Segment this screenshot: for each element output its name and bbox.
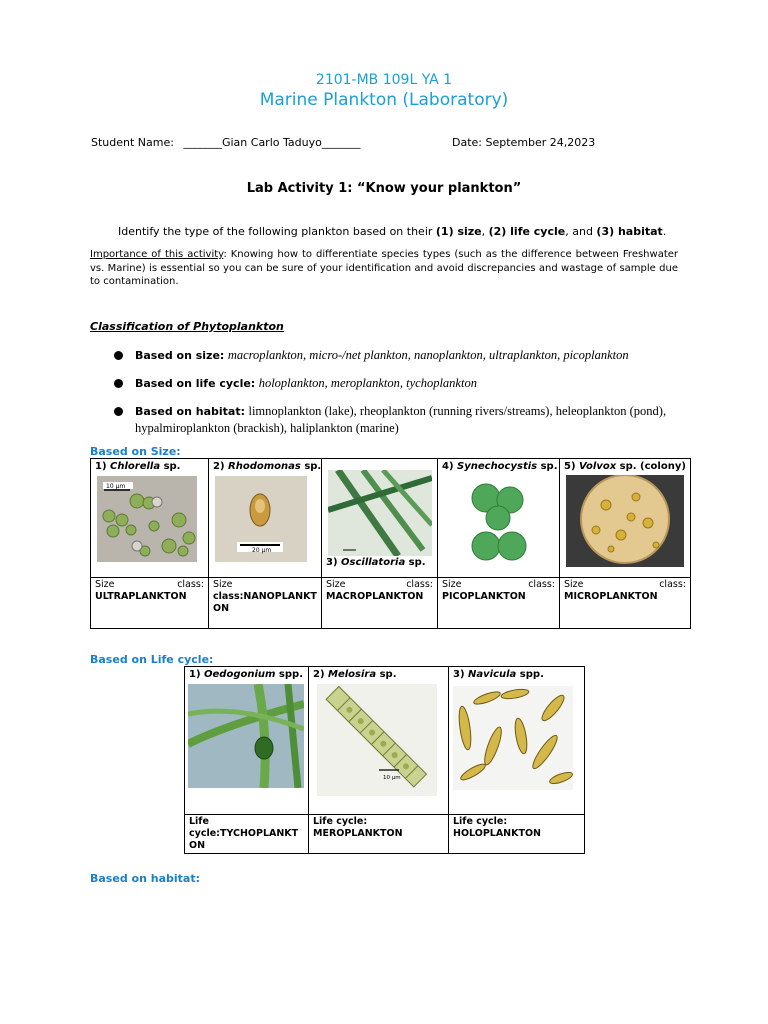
specimen-name	[438, 459, 559, 474]
life-cycle-table	[184, 666, 585, 854]
list-item	[113, 347, 678, 364]
life-cycle-label: Life	[189, 816, 209, 827]
list-item	[113, 403, 678, 437]
bullet-text	[228, 348, 629, 362]
instructions-end: .	[662, 225, 667, 238]
specimen-suffix: sp. (colony)	[616, 461, 686, 472]
specimen-name	[91, 459, 208, 474]
chlorella-micrograph	[97, 476, 197, 562]
specimen-genus: Synechocystis	[457, 461, 538, 472]
life-cycle-value: cycle:TYCHOPLANKTON	[189, 828, 299, 851]
specimen-num: 3)	[326, 557, 338, 568]
specimen-num: 1)	[95, 461, 107, 472]
scale-label: 10 μm	[383, 775, 401, 781]
specimen-name	[322, 556, 437, 570]
volvox-micrograph	[566, 475, 684, 567]
date-label: Date:	[452, 136, 482, 149]
instructions-prefix: Identify the type of the following plankton based on their	[118, 225, 436, 238]
rhodomonas-image	[215, 476, 307, 562]
specimen-genus: Navicula	[468, 669, 517, 680]
table-cell	[438, 578, 560, 629]
importance-text: : Knowing how to differentiate species types (such as the difference between Freshwater vs. Marine) is essential so you can be sure of your identification and avoid discrepancies and wastage of sample due to contamination.	[90, 249, 679, 287]
bullet-text-italic: holoplankton, meroplankton, tychoplankton	[258, 376, 477, 390]
specimen-name	[309, 667, 448, 682]
table-cell	[560, 459, 691, 578]
importance-paragraph	[90, 248, 678, 289]
size-class-value: MICROPLANKTON	[564, 591, 658, 602]
specimen-name	[560, 459, 690, 474]
course-code: 2101-MB 109L YA 1	[315, 72, 453, 88]
size-class-label: Size class:	[442, 579, 555, 590]
classification-list	[113, 347, 678, 448]
synechocystis-image	[460, 478, 536, 570]
specimen-num: 1)	[189, 669, 201, 680]
specimen-num: 5)	[564, 461, 576, 472]
table-cell	[438, 459, 560, 578]
specimen-name	[449, 667, 584, 682]
date-value: September 24,2023	[485, 136, 596, 149]
rhodomonas-micrograph	[215, 476, 307, 562]
oscillatoria-micrograph	[328, 470, 432, 556]
bullet-icon	[114, 407, 123, 416]
size-class-value: MACROPLANKTON	[326, 591, 424, 602]
oedogonium-micrograph	[188, 684, 304, 788]
bullet-label: Based on habitat:	[135, 405, 245, 418]
bullet-label: Based on size:	[135, 349, 225, 362]
size-class-label: Size class:	[564, 579, 686, 590]
bullet-text: limnoplankton (lake), rheoplankton (running rivers/streams), heleoplankton (pond), hypalmiroplankton (brackish), haliplankton (marine)	[135, 404, 667, 435]
specimen-suffix: sp.	[376, 669, 397, 680]
table-cell	[322, 578, 438, 629]
specimen-suffix: sp.	[405, 557, 426, 568]
list-item	[113, 375, 678, 392]
melosira-image	[317, 684, 437, 796]
student-name-label: Student Name:	[91, 136, 174, 149]
scale-label: 20 μm	[252, 547, 272, 554]
bullet-icon	[114, 351, 123, 360]
bullet-icon	[114, 379, 123, 388]
size-class-value: PICOPLANKTON	[442, 591, 526, 602]
size-class-label: Size	[213, 579, 233, 590]
scale-label: 10 μm	[106, 483, 126, 490]
specimen-genus: Melosira	[328, 669, 377, 680]
student-name-value: _______Gian Carlo Taduyo_______	[183, 136, 361, 149]
table-cell	[449, 667, 585, 815]
criterion-life-cycle: (2) life cycle	[488, 225, 566, 238]
instructions-sep: , and	[565, 225, 597, 238]
specimen-genus: Oscillatoria	[341, 557, 406, 568]
habitat-section-heading: Based on habitat:	[90, 872, 200, 885]
specimen-num: 3)	[453, 669, 465, 680]
specimen-genus: Volvox	[579, 461, 617, 472]
table-cell	[91, 459, 209, 578]
date-line	[452, 136, 595, 149]
size-class-label: Size class:	[326, 579, 433, 590]
table-row	[185, 667, 585, 815]
specimen-suffix: sp.	[160, 461, 181, 472]
specimen-suffix: sp.	[300, 461, 322, 472]
table-cell	[309, 815, 449, 854]
specimen-genus: Rhodomonas	[228, 461, 301, 472]
table-cell	[309, 667, 449, 815]
table-cell	[560, 578, 691, 629]
size-class-value: ULTRAPLANKTON	[95, 591, 187, 602]
table-cell	[91, 578, 209, 629]
instructions	[118, 225, 666, 238]
size-class-value: class:NANOPLANKTON	[213, 591, 317, 614]
importance-label: Importance of this activity	[90, 249, 224, 260]
life-cycle-label: Life cycle:	[453, 816, 508, 827]
life-cycle-label: Life cycle:	[313, 816, 368, 827]
activity-title: Lab Activity 1: “Know your plankton”	[246, 181, 522, 196]
page-title: Marine Plankton (Laboratory)	[259, 90, 509, 110]
bullet-label: Based on life cycle:	[135, 377, 256, 390]
specimen-num: 2)	[213, 461, 225, 472]
student-name	[91, 136, 360, 149]
chlorella-image	[97, 476, 197, 562]
navicula-image	[453, 686, 573, 790]
specimen-suffix: spp.	[275, 669, 304, 680]
specimen-suffix: spp.	[516, 669, 544, 680]
table-row	[91, 459, 691, 578]
specimen-num: 4)	[442, 461, 454, 472]
specimen-name	[185, 667, 308, 682]
table-cell	[209, 459, 322, 578]
table-row	[185, 815, 585, 854]
oscillatoria-image	[328, 470, 432, 556]
criterion-habitat: (3) habitat	[596, 225, 663, 238]
life-cycle-section-heading: Based on Life cycle:	[90, 653, 214, 666]
instructions-sep: ,	[481, 225, 489, 238]
size-section-heading: Based on Size:	[90, 445, 181, 458]
size-table	[90, 458, 691, 629]
specimen-num: 2)	[313, 669, 325, 680]
oedogonium-image	[188, 684, 304, 788]
bullet-text	[259, 376, 477, 390]
specimen-genus: Oedogonium	[204, 669, 276, 680]
bullet-text-italic: macroplankton, micro-/net plankton, nanoplankton, ultraplankton, picoplankton	[227, 348, 629, 362]
melosira-micrograph	[317, 684, 437, 796]
criterion-size: (1) size	[435, 225, 482, 238]
table-cell	[322, 459, 438, 578]
specimen-name	[209, 459, 321, 474]
navicula-micrograph	[453, 686, 573, 790]
table-cell	[209, 578, 322, 629]
table-row	[91, 578, 691, 629]
specimen-suffix: sp.	[537, 461, 558, 472]
size-class-label: Size class:	[95, 579, 204, 590]
volvox-image	[566, 475, 684, 567]
life-cycle-value: HOLOPLANKTON	[453, 828, 542, 839]
life-cycle-value: MEROPLANKTON	[313, 828, 403, 839]
table-cell	[449, 815, 585, 854]
specimen-genus: Chlorella	[110, 461, 161, 472]
table-cell	[185, 815, 309, 854]
synechocystis-micrograph	[460, 478, 536, 570]
classification-heading: Classification of Phytoplankton	[90, 320, 284, 333]
table-cell	[185, 667, 309, 815]
